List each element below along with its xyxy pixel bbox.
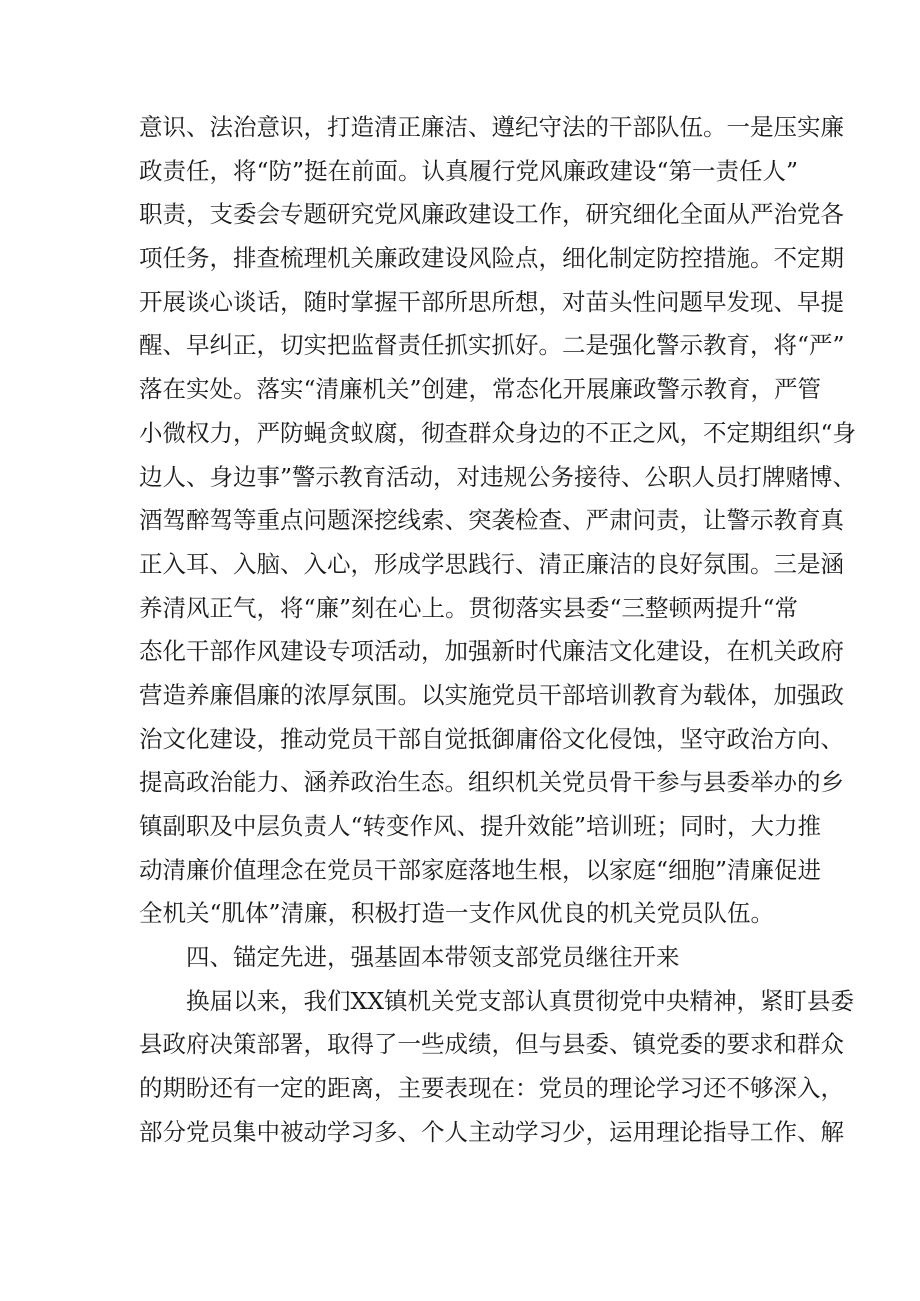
paragraph-line: 项任务，排查梳理机关廉政建设风险点，细化制定防控措施。不定期 <box>139 244 844 273</box>
paragraph-line: 县政府决策部署，取得了一些成绩，但与县委、镇党委的要求和群众 <box>139 1030 844 1059</box>
paragraph-line: 镇副职及中层负责人“转变作风、提升效能”培训班；同时，大力推 <box>139 812 822 840</box>
document-body <box>139 106 857 1155</box>
paragraph-line: 部分党员集中被动学习多、个人主动学习少，运用理论指导工作、解 <box>139 1117 844 1146</box>
paragraph-line: 全机关“肌体”清廉，积极打造一支作风优良的机关党员队伍。 <box>139 899 775 928</box>
paragraph-line: 醒、早纠正，切实把监督责任抓实抓好。二是强化警示教育，将“严” <box>139 331 845 360</box>
paragraph-line: 的期盼还有一定的距离，主要表现在：党员的理论学习还不够深入， <box>139 1074 844 1103</box>
paragraph-line: 养清风正气，将“廉”刻在心上。贯彻落实县委“三整顿两提升“常 <box>139 593 799 622</box>
paragraph-line: 职责，支委会专题研究党风廉政建设工作，研究细化全面从严治党各 <box>139 200 844 229</box>
paragraph-line: 换届以来，我们XX镇机关党支部认真贯彻党中央精神，紧盯县委 <box>186 986 854 1015</box>
paragraph-line: 正入耳、入脑、入心，形成学思践行、清正廉洁的良好氛围。三是涵 <box>139 549 844 578</box>
paragraph-line: 营造养廉倡廉的浓厚氛围。以实施党员干部培训教育为载体，加强政 <box>139 680 844 709</box>
section-heading: 四、锚定先进，强基固本带领支部党员继往开来 <box>186 943 680 972</box>
paragraph-line: 治文化建设，推动党员干部自觉抵御庸俗文化侵蚀，坚守政治方向、 <box>139 724 844 753</box>
paragraph-line: 提高政治能力、涵养政治生态。组织机关党员骨干参与县委举办的乡 <box>139 768 844 797</box>
paragraph-line: 落在实处。落实“清廉机关”创建，常态化开展廉政警示教育，严管 <box>139 375 822 404</box>
paragraph-line: 意识、法治意识，打造清正廉洁、遵纪守法的干部队伍。一是压实廉 <box>139 113 844 141</box>
paragraph-line: 动清廉价值理念在党员干部家庭落地生根，以家庭“细胞”清廉促进 <box>139 855 822 884</box>
paragraph-line: 酒驾醉驾等重点问题深挖线索、突袭检查、严肃问责，让警示教育真 <box>139 506 844 535</box>
paragraph-line: 态化干部作风建设专项活动，加强新时代廉洁文化建设，在机关政府 <box>139 637 844 666</box>
paragraph-line: 政责任，将“防”挺在前面。认真履行党风廉政建设“第一责任人” <box>139 156 799 185</box>
paragraph-line: 开展谈心谈话，随时掌握干部所思所想，对苗头性问题早发现、早提 <box>139 287 844 316</box>
paragraph-line: 小微权力，严防蝇贪蚁腐，彻查群众身边的不正之风，不定期组织“身 <box>139 418 857 447</box>
paragraph-line: 边人、身边事”警示教育活动，对违规公务接待、公职人员打牌赌博、 <box>139 462 857 491</box>
